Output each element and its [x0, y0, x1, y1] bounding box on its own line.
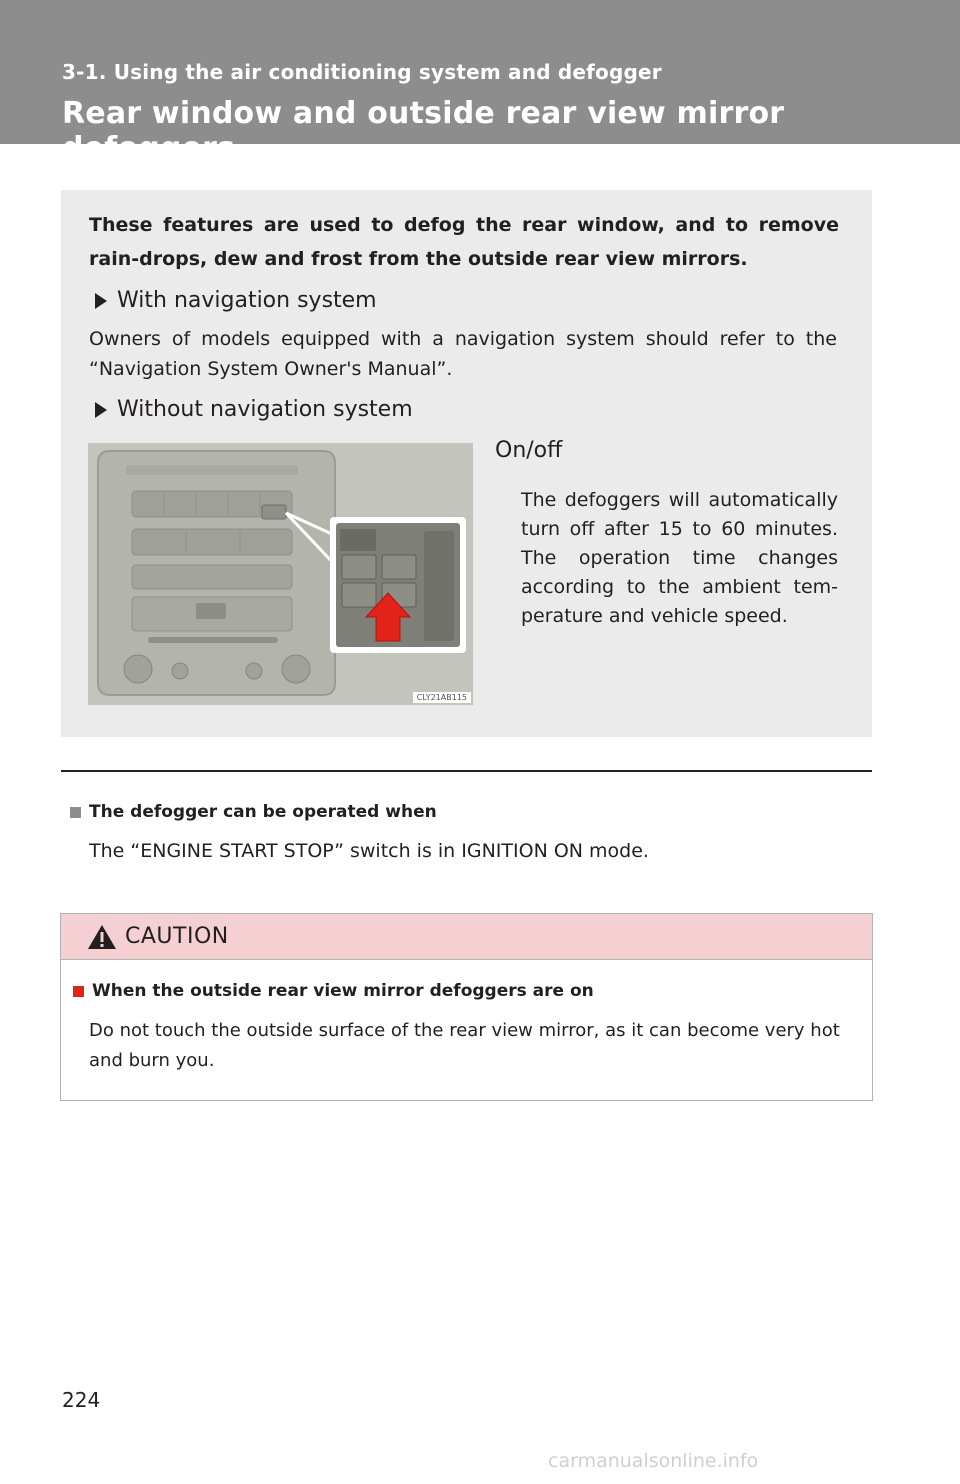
intro-text: These features are used to defog the rear window, and to remove rain-drops, dew and frost from the outside rear view mirrors. [89, 214, 839, 270]
watermark: carmanualsonline.info [548, 1450, 759, 1472]
caution-box [60, 913, 873, 1101]
caution-subheading-label: When the outside rear view mirror defoggers are on [92, 981, 594, 1001]
figure-code: CLY21AB115 [413, 692, 471, 703]
note-heading-label: The defogger can be operated when [89, 802, 437, 822]
triangle-bullet-icon [95, 402, 107, 418]
section-label: 3-1. Using the air conditioning system and defogger [62, 60, 662, 84]
info-box [61, 190, 872, 737]
with-nav-heading-label: With navigation system [117, 288, 377, 313]
onoff-label: On/off [495, 438, 563, 463]
page-number: 224 [62, 1388, 101, 1412]
with-nav-body: Owners of models equipped with a navigation system should refer to the “Navigation System Owner's Manual”. [89, 328, 837, 380]
note-body: The “ENGINE START STOP” switch is in IGNITION ON mode. [89, 840, 649, 862]
control-panel-illustration [88, 443, 473, 705]
section-divider [61, 770, 872, 772]
without-nav-heading [95, 397, 413, 422]
caution-label: CAUTION [125, 924, 229, 949]
without-nav-heading-label: Without navigation system [117, 397, 413, 422]
caution-body: Do not touch the outside surface of the rear view mirror, as it can become very hot and burn you. [89, 1020, 840, 1071]
caution-header [61, 914, 872, 960]
page-title: Rear window and outside rear view mirror defoggers [62, 96, 785, 166]
note-heading [70, 802, 437, 822]
triangle-bullet-icon [95, 293, 107, 309]
square-bullet-icon [73, 986, 84, 997]
with-nav-heading [95, 288, 377, 313]
page-header [0, 0, 960, 166]
square-bullet-icon [70, 807, 81, 818]
onoff-description: The defoggers will automatically turn off after 15 to 60 minutes. The operation time changes according to the ambient tem-perature and vehicle speed. [521, 489, 838, 627]
caution-subheading [73, 981, 594, 1001]
control-panel-figure [88, 443, 473, 705]
warning-triangle-icon [87, 924, 117, 950]
